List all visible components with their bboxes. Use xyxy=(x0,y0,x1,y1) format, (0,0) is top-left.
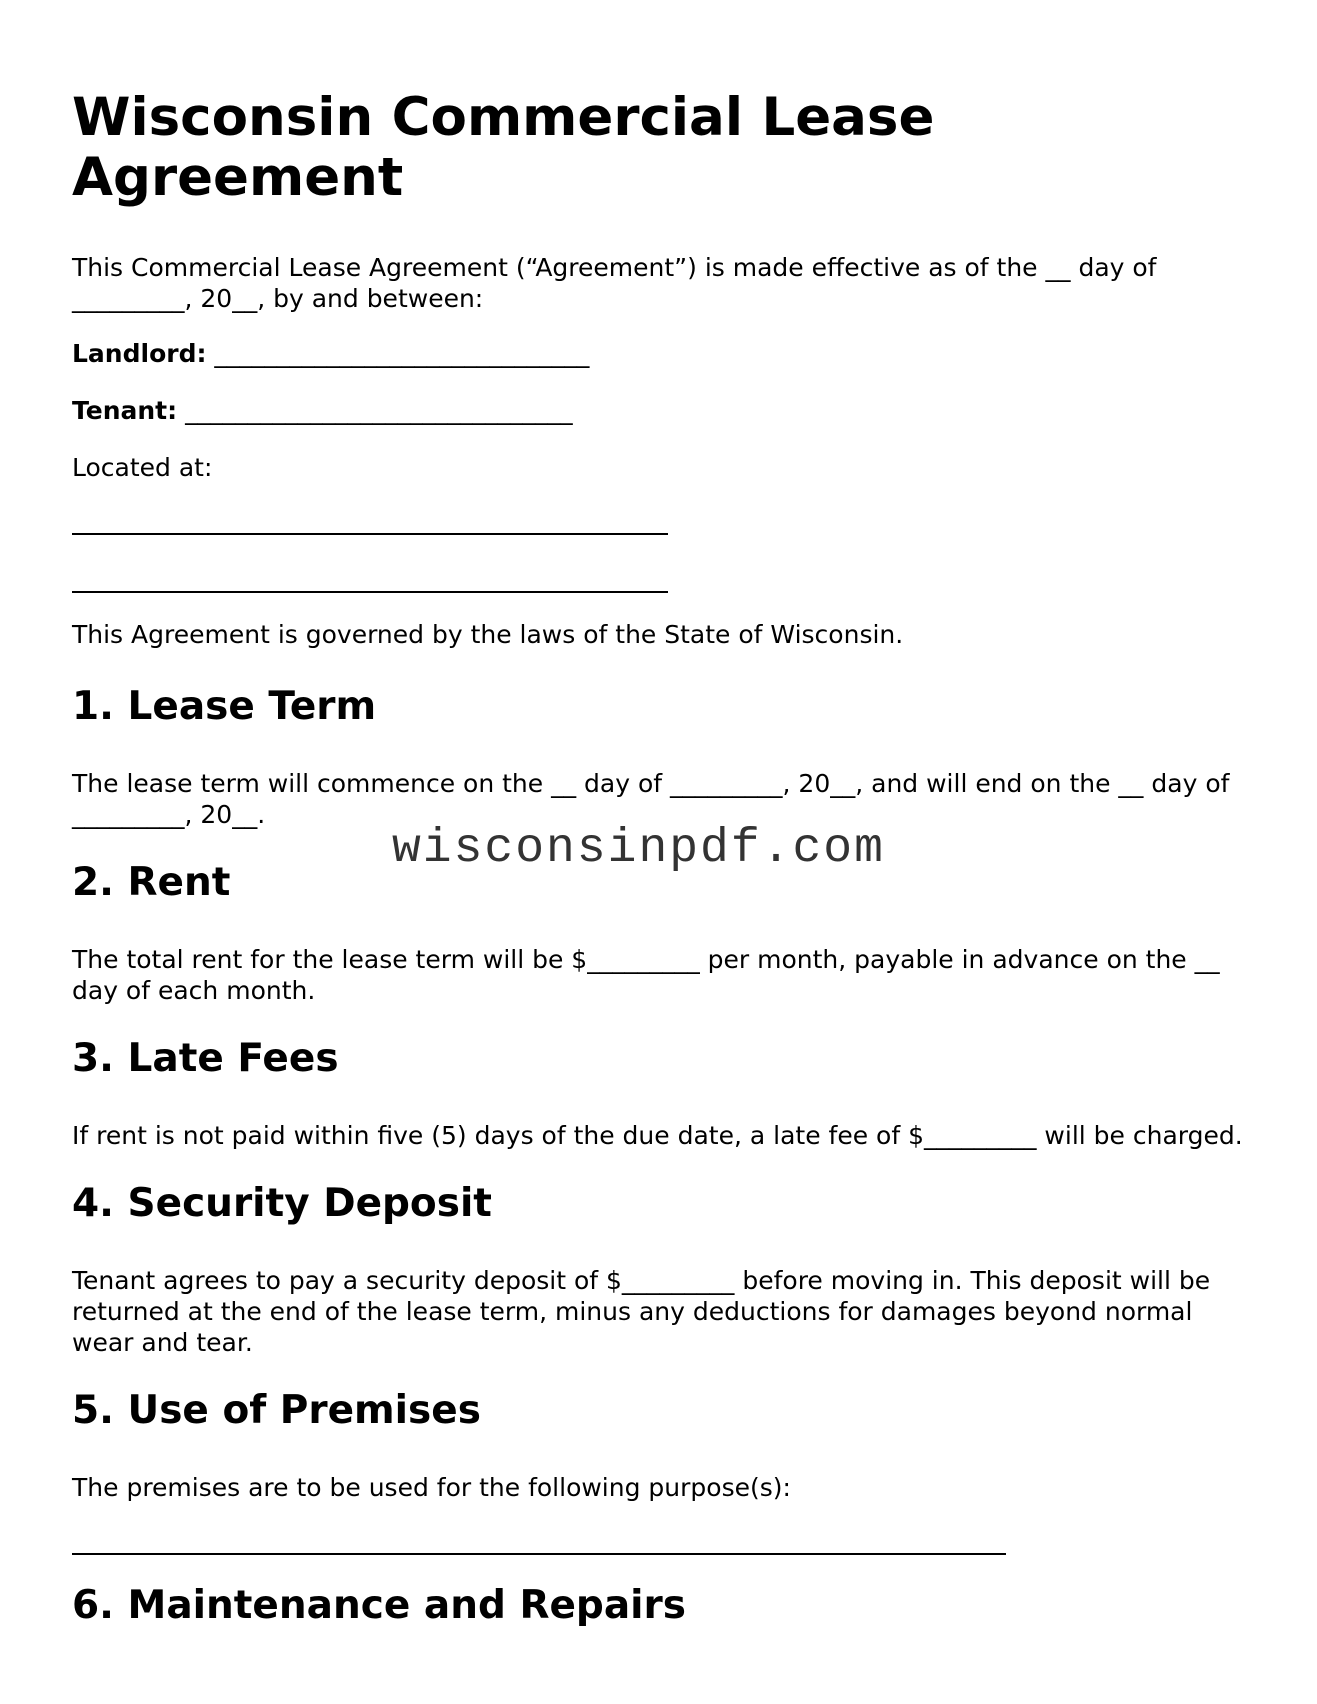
intro-paragraph: This Commercial Lease Agreement (“Agreement”) is made effective as of the __ day of _________, 20__, by and between: xyxy=(72,253,1157,313)
section-maintenance xyxy=(72,1583,1252,1629)
landlord-field xyxy=(72,338,1252,369)
section-text: If rent is not paid within five (5) days of the due date, a late fee of $_________ will be charged. xyxy=(72,1121,1243,1150)
watermark-text: wisconsinpdf.com xyxy=(392,822,885,876)
located-label: Located at: xyxy=(72,453,213,482)
purpose-line xyxy=(72,1527,1006,1555)
tenant-label: Tenant: xyxy=(72,396,178,425)
section-heading: 2. Rent xyxy=(72,860,231,905)
section-security-deposit xyxy=(72,1181,1252,1358)
address-line-1 xyxy=(72,507,668,535)
section-late-fees xyxy=(72,1036,1252,1151)
tenant-field xyxy=(72,395,1252,426)
landlord-label: Landlord: xyxy=(72,339,207,368)
section-heading: 4. Security Deposit xyxy=(72,1181,492,1226)
document-page xyxy=(72,88,1252,1667)
document-title: Wisconsin Commercial Lease Agreement xyxy=(72,87,935,208)
section-lease-term xyxy=(72,684,1252,830)
section-text: The lease term will commence on the __ day of _________, 20__, and will end on the __ day of _________, 20__. xyxy=(72,769,1230,829)
section-heading: 6. Maintenance and Repairs xyxy=(72,1583,686,1628)
section-text: The premises are to be used for the following purpose(s): xyxy=(72,1473,791,1502)
section-rent xyxy=(72,860,1252,1006)
address-line-2 xyxy=(72,565,668,593)
governing-law-text: This Agreement is governed by the laws of the State of Wisconsin. xyxy=(72,620,904,649)
section-heading: 1. Lease Term xyxy=(72,684,377,729)
tenant-blank: _______________________________ xyxy=(185,396,573,425)
section-heading: 3. Late Fees xyxy=(72,1036,339,1081)
section-text: The total rent for the lease term will be $_________ per month, payable in advance on the __ day of each month. xyxy=(72,945,1220,1005)
section-heading: 5. Use of Premises xyxy=(72,1388,481,1433)
section-text: Tenant agrees to pay a security deposit of $_________ before moving in. This deposit will be returned at the end of the lease term, minus any deductions for damages beyond normal wear and tear. xyxy=(72,1266,1211,1357)
landlord-blank: ______________________________ xyxy=(214,339,590,368)
section-use-of-premises xyxy=(72,1388,1252,1555)
